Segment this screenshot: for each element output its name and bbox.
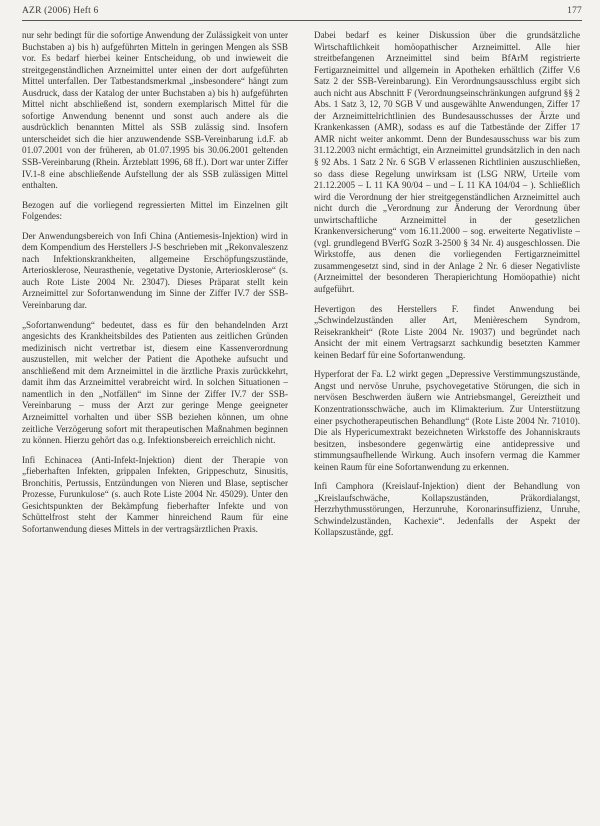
running-header — [22, 6, 582, 20]
left-column — [22, 30, 288, 820]
paragraph: Der Anwendungsbereich von Infi China (Antiemesis-Injektion) wird in dem Kompendium des Herstellers J-S beschrieben mit „Rekonvaleszenz nach Infektionskrankheiten, allgemeine Erschöpfungszustände, Arteriosklerose, Neurasthenie, vegetative Dystonie, Arteriosklerose“ (s. auch Rote Liste 2004 Nr. 23047). Dieses Präparat stellt kein Arzneimittel zur Sofortanwendung im Sinne der Ziffer IV.7 der SSB-Vereinbarung dar. — [22, 230, 288, 311]
paragraph: Hyperforat der Fa. L2 wirkt gegen „Depressive Verstimmungszustände, Angst und nervöse Unruhe, psychovegetative Störungen, die sich in nervösen Beschwerden äußern wie Antriebsmangel, Gereiztheit und Konzentrationsschwäche, auch im Klimakterium. Zur Unterstützung einer psychotherapeutischen Behandlung“ (Rote Liste 2004 Nr. 71010). Die als Hypericumextrakt bezeichneten Wirkstoffe des Johanniskrauts besitzen, insbesondere gegenwärtig eine antidepressive und stimmungsaufhellende Wirkung. Auch insofern vermag die Kammer keinen Raum für eine Sofortanwendung zu erkennen. — [314, 369, 580, 472]
journal-citation: AZR (2006) Heft 6 — [22, 6, 99, 16]
paragraph: Infi Camphora (Kreislauf-Injektion) dient der Behandlung von „Kreislaufschwäche, Kollapszuständen, Präkordialangst, Herzrhythmusstörungen, Herzunruhe, Koronarinsuffizienz, Unruhe, Schwindelzuständen, Kachexie“. Jedenfalls der Aspekt der Kollapszustände, ggf. — [314, 481, 580, 538]
page-number: 177 — [567, 6, 582, 16]
paragraph: Bezogen auf die vorliegend regressierten Mittel im Einzelnen gilt Folgendes: — [22, 199, 288, 222]
paragraph: nur sehr bedingt für die sofortige Anwendung der Zulässigkeit von unter Buchstaben a) bis h) aufgeführten Mitteln in geringen Mengen als SSB vor. Es bedarf hierbei keiner Entscheidung, ob und inwieweit die streitgegenständlichen Arzneimittel unter einen der dort aufgeführten Mittel unterfallen. Der Tatbestandsmerkmal „insbesondere“ hängt zum Ausdruck, dass der Katalog der unter Buchstaben a) bis h) aufgeführten Mittel nicht abschließend ist, sondern exemplarisch Mittel für die sofortige Anwendung benennt und sonst auch andere als die ausdrücklich benannten Mittel als SSB zulässig sind. Insofern unterscheidet sich die hier anzuwendende SSB-Vereinbarung i.d.F. ab 01.07.2001 von der früheren, ab 01.07.1995 bis 30.06.2001 geltenden SSB-Vereinbarung (Rhein. Ärzteblatt 1996, 68 ff.). Dort war unter Ziffer IV.1-8 eine abschließende Aufstellung der als SSB zulässigen Mittel enthalten. — [22, 30, 288, 191]
paragraph: Hevertigon des Herstellers F. findet Anwendung bei „Schwindelzuständen aller Art, Menièreschem Syndrom, Reisekrankheit“ (Rote Liste 2004 Nr. 19037) und begründet nach Ansicht der mit einem Vertragsarzt sachkundig besetzten Kammer keinen Bedarf für eine Sofortanwendung. — [314, 303, 580, 360]
right-column — [314, 30, 580, 820]
paragraph: „Sofortanwendung“ bedeutet, dass es für den behandelnden Arzt angesichts des Krankheitsbildes des Patienten aus zeitlichen Gründen medizinisch nicht vertretbar ist, diesem eine Kassenverordnung auszustellen, mit welcher der Patient die Apotheke aufsucht und anschließend mit dem Arzneimittel in die ärztliche Praxis zurückkehrt, damit ihm das Arzneimittel verabreicht wird. In solchen Situationen – namentlich in den „Notfällen“ im Sinne der Ziffer IV.7 der SSB-Vereinbarung – muss der Arzt zur geringe Menge geeigneter Arzneimittel vorhalten und über SSB beziehen können, um ohne zeitliche Verzögerung sofort mit therapeutischen Maßnahmen beginnen zu können. Hierzu gehört das o.g. Infektionsbereich erreichlich nicht. — [22, 319, 288, 446]
header-rule — [22, 20, 582, 21]
paragraph: Dabei bedarf es keiner Diskussion über die grundsätzliche Wirtschaftlichkeit homöopathischer Arzneimittel. Alle hier streitbefangenen Arzneimittel sind beim BfArM registrierte Fertigarzneimittel und allgemein in Apotheken erhältlich (Ziffer V.6 Satz 2 der SSB-Vereinbarung). Ein Verordnungsausschluss ergibt sich auch nicht aus Abschnitt F (Verordnungseinschränkungen aufgrund §§ 2 Abs. 1 Satz 3, 12, 70 SGB V und ausgewählte Anwendungen, Ziffer 17 der Arzneimittelrichtlinien des Bundesausschusses der Ärzte und Krankenkassen (AMR), sodass es auf die Tatbestände der Ziffer 17 AMR nicht weiter ankommt. Denn der Bundesausschuss war bis zum 31.12.2003 nicht ermächtigt, ein Arzneimittel grundsätzlich in den nach § 92 Abs. 1 Satz 2 Nr. 6 SGB V erlassenen Richtlinien auszuschließen, so dass diese Regelung unwirksam ist (LSG NRW, Urteile vom 21.12.2005 – L 11 KA 90/04 – und – L 11 KA 104/04 – ). Schließlich wird die Verordnung der hier streitgegenständlichen Arzneimittel auch nicht durch die „Verordnung zur Änderung der Verordnung über unwirtschaftliche Arzneimittel in der gesetzlichen Krankenversicherung“ vom 16.11.2000 – sog. erweiterte Negativliste – (vgl. grundlegend BVerfG SozR 3-2500 § 34 Nr. 4) ausgeschlossen. Die Wirkstoffe, aus denen die vorliegenden Fertigarzneimittel zusammengesetzt sind, sind in der Anlage 2 Nr. 6 dieser Negativliste (Arzneimittel der besonderen Therapierichtung Homöopathie) nicht aufgeführt. — [314, 30, 580, 295]
paragraph: Infi Echinacea (Anti-Infekt-Injektion) dient der Therapie von „fieberhaften Infekten, grippalen Infekten, Grippeschutz, Sinusitis, Bronchitis, Pertussis, Entzündungen von Nieren und Blase, septischer Prozesse, Furunkulose“ (s. auch Rote Liste 2004 Nr. 45029). Unter den Gesichtspunkten der Bekämpfung fieberhafter Infekte und von Schüttelfrost steht der Kammer hinreichend Raum für eine Sofortanwendung dieses Mittels in der vertragsärztlichen Praxis. — [22, 454, 288, 534]
